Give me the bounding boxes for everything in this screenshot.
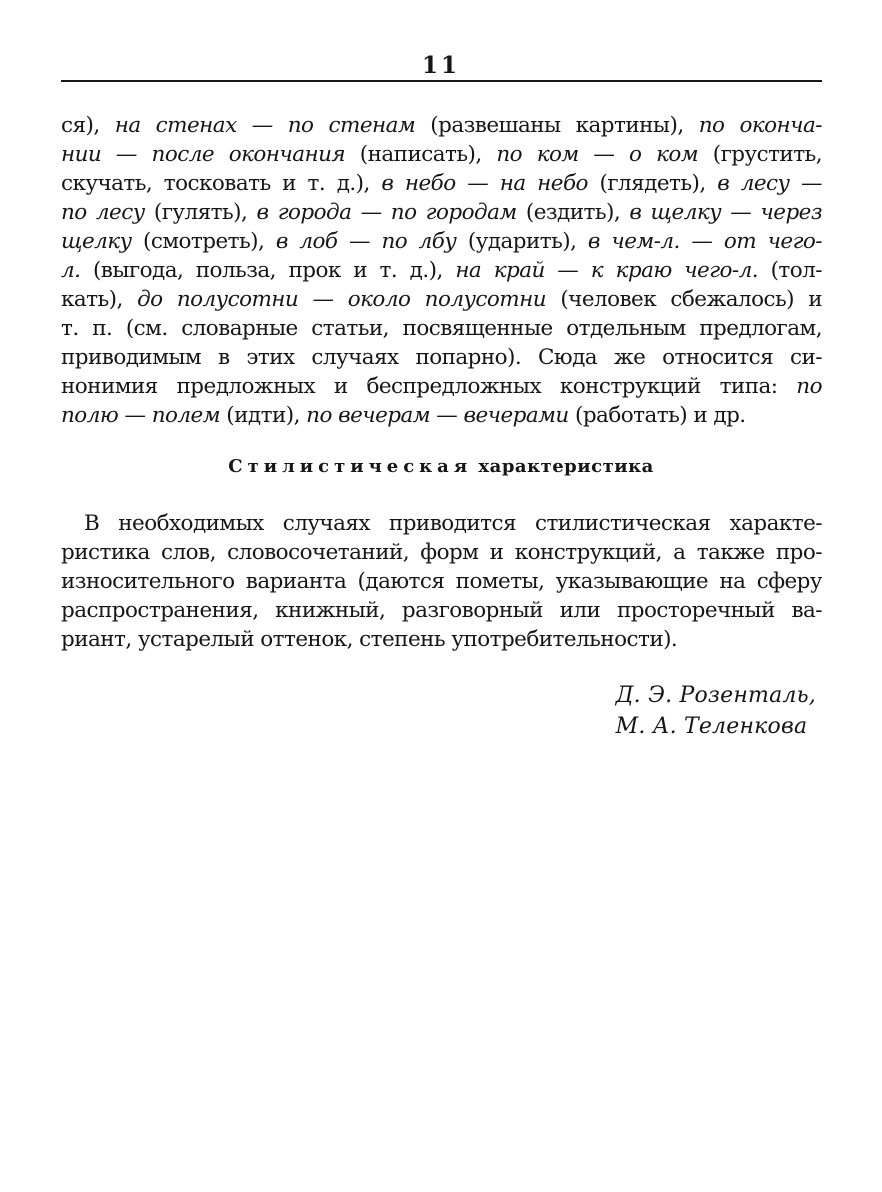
paragraph-stylistic-characteristics [61, 509, 822, 654]
italic-example: в лесу — [717, 171, 822, 196]
italic-example: по оконча- [698, 113, 822, 138]
italic-example: до полусотни — около полусотни [137, 287, 547, 312]
italic-example: в щелку — через [629, 200, 822, 225]
text-line [61, 285, 822, 314]
authors-signature [616, 680, 816, 742]
text-segment: нонимия предложных и беспредложных конструкций типа: [61, 374, 797, 399]
text-line: риант, устарелый оттенок, степень употребительности). [61, 627, 678, 652]
text-line: износительного варианта (даются пометы, указывающие на сферу [61, 569, 822, 594]
text-line: распространения, книжный, разговорный или просторечный ва- [61, 598, 822, 623]
text-segment: (выгода, польза, прок и т. д.), [80, 258, 456, 283]
italic-example: по [796, 374, 822, 399]
paragraph-synonymy-examples [61, 111, 822, 430]
text-line [61, 140, 822, 169]
italic-example: на стенах — по стенам [114, 113, 416, 138]
text-segment: ся), [61, 113, 115, 138]
text-line [61, 372, 822, 401]
text-segment: (работать) и др. [568, 403, 746, 428]
italic-example: по вечерам — вечерами [306, 403, 569, 428]
text-line: ристика слов, словосочетаний, форм и конструкций, а также про- [61, 540, 822, 565]
italic-example: нии — после окончания [61, 142, 346, 167]
text-line [61, 401, 822, 430]
text-segment: (развешаны картины), [415, 113, 699, 138]
text-segment: (смотреть), [131, 229, 276, 254]
text-segment: кать), [61, 287, 138, 312]
header-rule [61, 80, 822, 82]
italic-example: в небо — на небо [381, 171, 588, 196]
text-line [61, 314, 822, 343]
text-segment: (ударить), [456, 229, 588, 254]
text-line [61, 343, 822, 372]
author-telenkova: М. А. Теленкова [615, 714, 808, 739]
text-segment: (гулять), [144, 200, 257, 225]
section-heading [0, 456, 882, 477]
text-segment: (грустить, [698, 142, 822, 167]
text-segment: (ездить), [516, 200, 630, 225]
heading-word-spaced: Стилистическая [228, 456, 473, 477]
italic-example: по ком — о ком [496, 142, 699, 167]
page-number: 11 [421, 52, 460, 79]
italic-example: полю — полем [61, 403, 221, 428]
italic-example: щелку [61, 229, 132, 254]
text-segment: приводимым в этих случаях попарно). Сюда же относится си- [61, 345, 822, 370]
text-segment: (глядеть), [587, 171, 718, 196]
italic-example: в лоб — по лбу [275, 229, 457, 254]
text-line [61, 227, 822, 256]
italic-example: в чем-л. — от чего- [587, 229, 822, 254]
text-segment: т. п. (см. словарные статьи, посвященные отдельным предлогам, [61, 316, 822, 341]
text-line [61, 256, 822, 285]
italic-example: л. [61, 258, 81, 283]
text-segment: (идти), [220, 403, 307, 428]
text-line [61, 111, 822, 140]
text-line: В необходимых случаях приводится стилистическая характе- [84, 511, 822, 536]
italic-example: по лесу [61, 200, 145, 225]
text-line [61, 169, 822, 198]
author-rosenthal: Д. Э. Розенталь, [615, 683, 816, 708]
italic-example: на край — к краю чего-л. [455, 258, 759, 283]
text-segment: (человек сбежалось) и [546, 287, 822, 312]
text-segment: (тол- [758, 258, 822, 283]
text-segment: скучать, тосковать и т. д.), [61, 171, 382, 196]
heading-word: характеристика [478, 456, 654, 477]
text-segment: (написать), [345, 142, 497, 167]
italic-example: в города — по городам [256, 200, 517, 225]
text-line [61, 198, 822, 227]
